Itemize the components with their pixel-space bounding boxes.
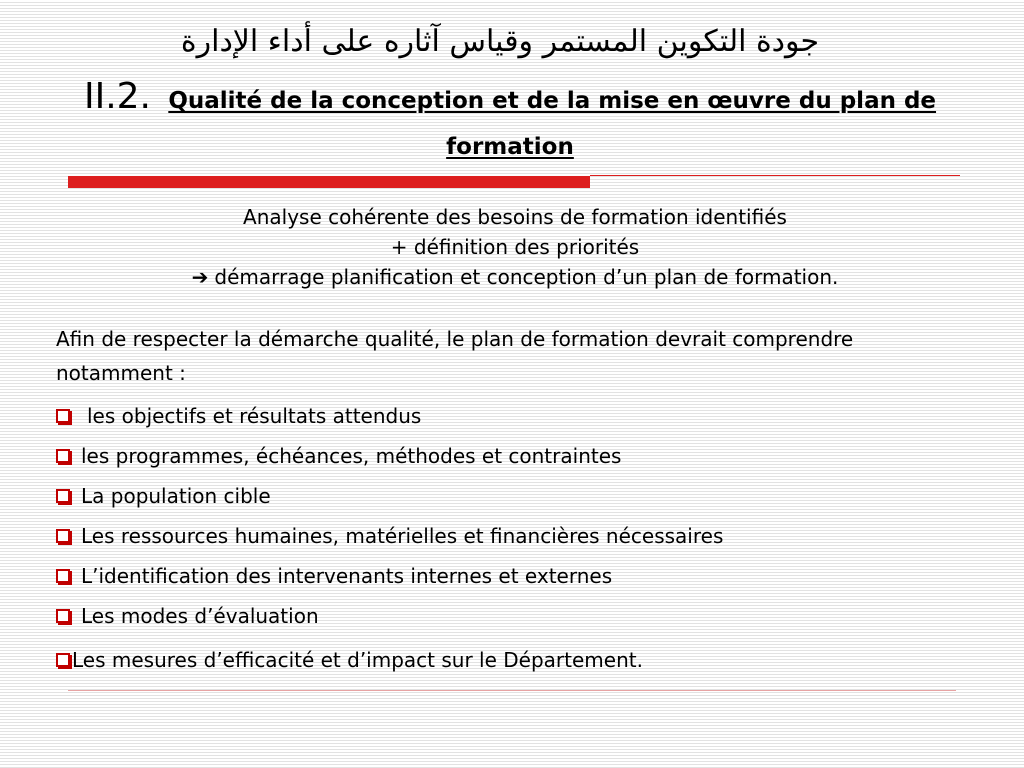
section-title: Qualité de la conception et de la mise en œuvre du plan de formation bbox=[168, 88, 937, 160]
checkbox-icon bbox=[56, 489, 70, 503]
bullet-list bbox=[56, 396, 996, 680]
intro-line-2: + définition des priorités bbox=[390, 235, 640, 259]
checkbox-icon bbox=[56, 529, 70, 543]
list-item bbox=[56, 476, 996, 516]
list-item-text: les objectifs et résultats attendus bbox=[87, 404, 422, 428]
checkbox-icon bbox=[56, 569, 70, 583]
list-item-text: Les ressources humaines, matérielles et financières nécessaires bbox=[81, 524, 724, 548]
list-item-text: Les mesures d’efficacité et d’impact sur le Département. bbox=[72, 648, 643, 672]
list-item bbox=[56, 596, 996, 636]
checkbox-icon bbox=[56, 409, 70, 423]
checkbox-icon bbox=[56, 653, 70, 667]
list-item bbox=[56, 556, 996, 596]
intro-block bbox=[50, 202, 980, 292]
list-item-text: les programmes, échéances, méthodes et contraintes bbox=[81, 444, 622, 468]
list-item-text: La population cible bbox=[81, 484, 271, 508]
list-item-text: Les modes d’évaluation bbox=[81, 604, 319, 628]
list-item bbox=[56, 396, 996, 436]
section-number: II.2. bbox=[83, 76, 151, 117]
intro-line-3 bbox=[50, 262, 980, 292]
list-item bbox=[56, 436, 996, 476]
french-title bbox=[40, 74, 980, 170]
intro-line-3-text: démarrage planification et conception d’un plan de formation. bbox=[214, 265, 839, 289]
intro-paragraph: Afin de respecter la démarche qualité, le plan de formation devrait comprendre notamment : bbox=[56, 327, 854, 385]
list-item bbox=[56, 516, 996, 556]
title-accent-bar bbox=[68, 176, 590, 188]
bottom-divider bbox=[68, 690, 956, 691]
list-item-text: L’identification des intervenants internes et externes bbox=[81, 564, 613, 588]
intro-line-1: Analyse cohérente des besoins de formation identifiés bbox=[243, 205, 787, 229]
checkbox-icon bbox=[56, 449, 70, 463]
arabic-title: جودة التكوين المستمر وقياس آثاره على أداء الإدارة bbox=[180, 24, 820, 59]
list-item bbox=[56, 640, 996, 680]
title-divider bbox=[590, 175, 960, 176]
arrow-right-icon: ➔ bbox=[191, 265, 209, 289]
checkbox-icon bbox=[56, 609, 70, 623]
